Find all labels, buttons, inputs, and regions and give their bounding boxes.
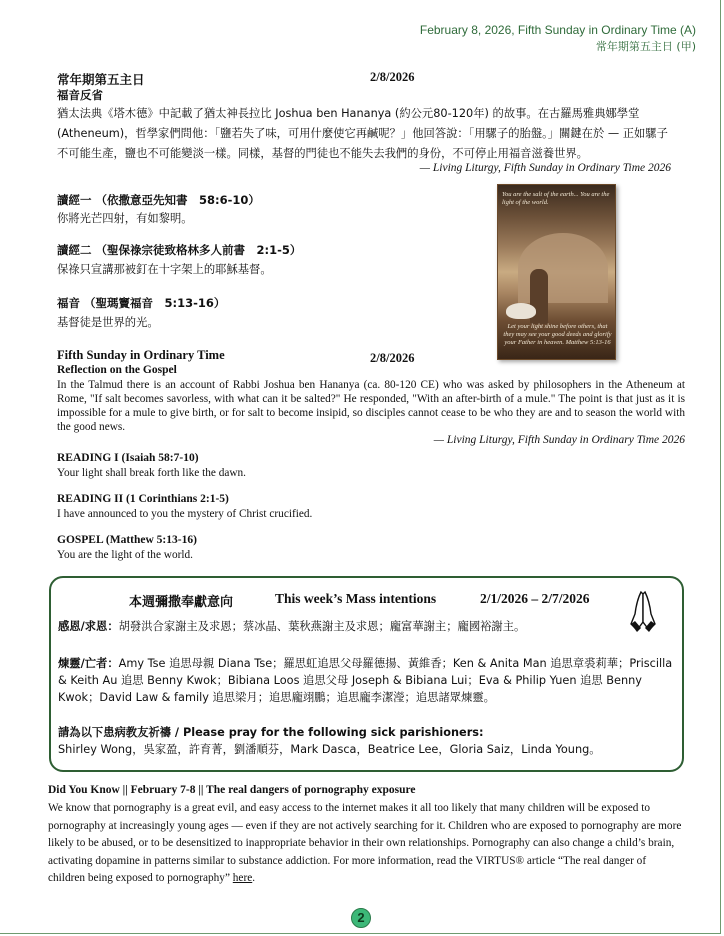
mass-title-en: This week’s Mass intentions [275,591,437,606]
page-number-badge: 2 [351,908,371,928]
painting-caption-top: You are the salt of the earth... You are the light of the world. [502,191,610,206]
mass-thanks-label: 感恩/求恩： [58,620,119,633]
gospel-painting-image [497,184,616,360]
did-you-know-end: . [252,872,256,884]
mass-date-range: 2/1/2026 – 2/7/2026 [480,591,590,606]
en-reflection-heading: Reflection on the Gospel [57,364,177,376]
en-reading2-text: I have announced to you the mystery of Christ crucified. [57,508,313,520]
zh-reading2-heading: 讀經二 （聖保祿宗徒致格林多人前書 2:1-5） [57,243,302,257]
painting-salt-bowl [506,303,536,319]
mass-deceased [58,655,678,706]
en-credit: — Living Liturgy, Fifth Sunday in Ordinary Time 2026 [433,434,685,446]
did-you-know-body: We know that pornography is a great evil, and easy access to the internet makes it all too likely that many children will be exposed to pornography at increasingly young ages — even if they are not actively searching for it. Children who are exposed to pornography are more likely to be abused, or to be desensitized to inappropriate behavior in their own relationships. Pornography can also change a child’s brain, activating dopamine in patterns similar to substance addiction. For more information, read the VIRTUS® article “The real danger of children being exposed to pornography” [48,802,682,884]
zh-gospel-heading: 福音 （聖瑪竇福音 5:13-16） [57,296,226,310]
zh-credit: — Living Liturgy, Fifth Sunday in Ordinary Time 2026 [419,162,671,174]
mass-title-zh: 本週彌撒奉獻意向 [129,595,234,610]
en-reading1-text: Your light shall break forth like the dawn. [57,467,246,479]
zh-reading1-text: 你將光芒四射，有如黎明。 [57,212,193,225]
en-gospel-text: You are the light of the world. [57,549,193,561]
en-reading2-heading: READING II (1 Corinthians 2:1-5) [57,493,229,505]
zh-gospel-text: 基督徒是世界的光。 [57,316,159,329]
mass-deceased-text: Amy Tse 追思母親 Diana Tse；羅思虹追思父母羅德揚、黃維香；Ken & Anita Man 追思章裘莉華；Priscilla & Keith Au 追思 Benny Kwok；Bibiana Loos 追思父母 Joseph & Bibiana Lui；Eva & Philip Yuen 追思 Benny Kwok；David Law & family 追思梁月；追思龐翊鵬；追思龐李潔瀅；追思諸眾煉靈。 [58,657,673,704]
virtus-article-link[interactable]: here [232,872,253,884]
mass-sick-heading: 請為以下患病教友祈禱 / Please pray for the following sick parishioners: [58,726,484,739]
mass-deceased-label: 煉靈/亡者： [58,657,119,670]
zh-reflection-heading: 福音反省 [57,88,103,102]
mass-sick-text: Shirley Wong，吳家盈，許育菁，劉潘順芬，Mark Dasca，Beatrice Lee，Gloria Saiz，Linda Young。 [58,743,601,756]
en-title: Fifth Sunday in Ordinary Time [57,348,225,362]
zh-reading2-text: 保祿只宣講那被釘在十字架上的耶穌基督。 [57,263,272,276]
en-gospel-heading: GOSPEL (Matthew 5:13-16) [57,534,197,546]
did-you-know-heading: Did You Know || February 7-8 || The real dangers of pornography exposure [48,784,416,796]
zh-title: 常年期第五主日 [57,72,145,87]
page-header [420,23,696,54]
zh-date: 2/8/2026 [370,70,415,84]
painting-caption-bottom: Let your light shine before others, that they may see your good deeds and glorify your Father in heaven. Matthew 5:13-16 [503,323,612,346]
en-reflection-text: In the Talmud there is an account of Rabbi Joshua ben Hananya (ca. 80-120 CE) who was asked by philosophers in the Atheneum at Rome, "If salt becomes savorless, with what can it be salted?" He responded, "With an after-birth of a mule." The point is that just as it is impossible for a mule to give birth, or for salt to become insipid, so disciples cannot cease to be who they are and to season the world with the good news. [57,379,685,433]
en-date: 2/8/2026 [370,351,415,365]
header-zh-line: 常年期第五主日 (甲) [595,40,696,53]
mass-intentions-box [49,576,684,772]
en-reading1-heading: READING I (Isaiah 58:7-10) [57,452,199,464]
zh-reflection-text: 猶太法典《塔木德》中記載了猶太神長拉比 Joshua ben Hananya (約公元80-120年) 的故事。在古羅馬雅典娜學堂 (Atheneum)，哲學家們問他：「鹽若失了味，可用什麼使它再鹹呢？」他回答說：「用騾子的胎盤。」關鍵在於 — 正如騾子不可能生產，鹽也不可能變淡一樣。同樣，基督的門徒也不能失去我們的身份，不可停止用福音滋養世界。 [57,107,668,160]
did-you-know-text [48,800,684,888]
mass-thanks [58,618,678,635]
zh-reading1-heading: 讀經一 （依撒意亞先知書 58:6-10） [57,193,260,207]
mass-thanks-text: 胡發洪合家謝主及求恩；蔡冰晶、葉秋燕謝主及求恩；龐富華謝主；龐國裕謝主。 [118,620,526,633]
header-date-line: February 8, 2026, Fifth Sunday in Ordinary Time (A) [419,23,696,37]
